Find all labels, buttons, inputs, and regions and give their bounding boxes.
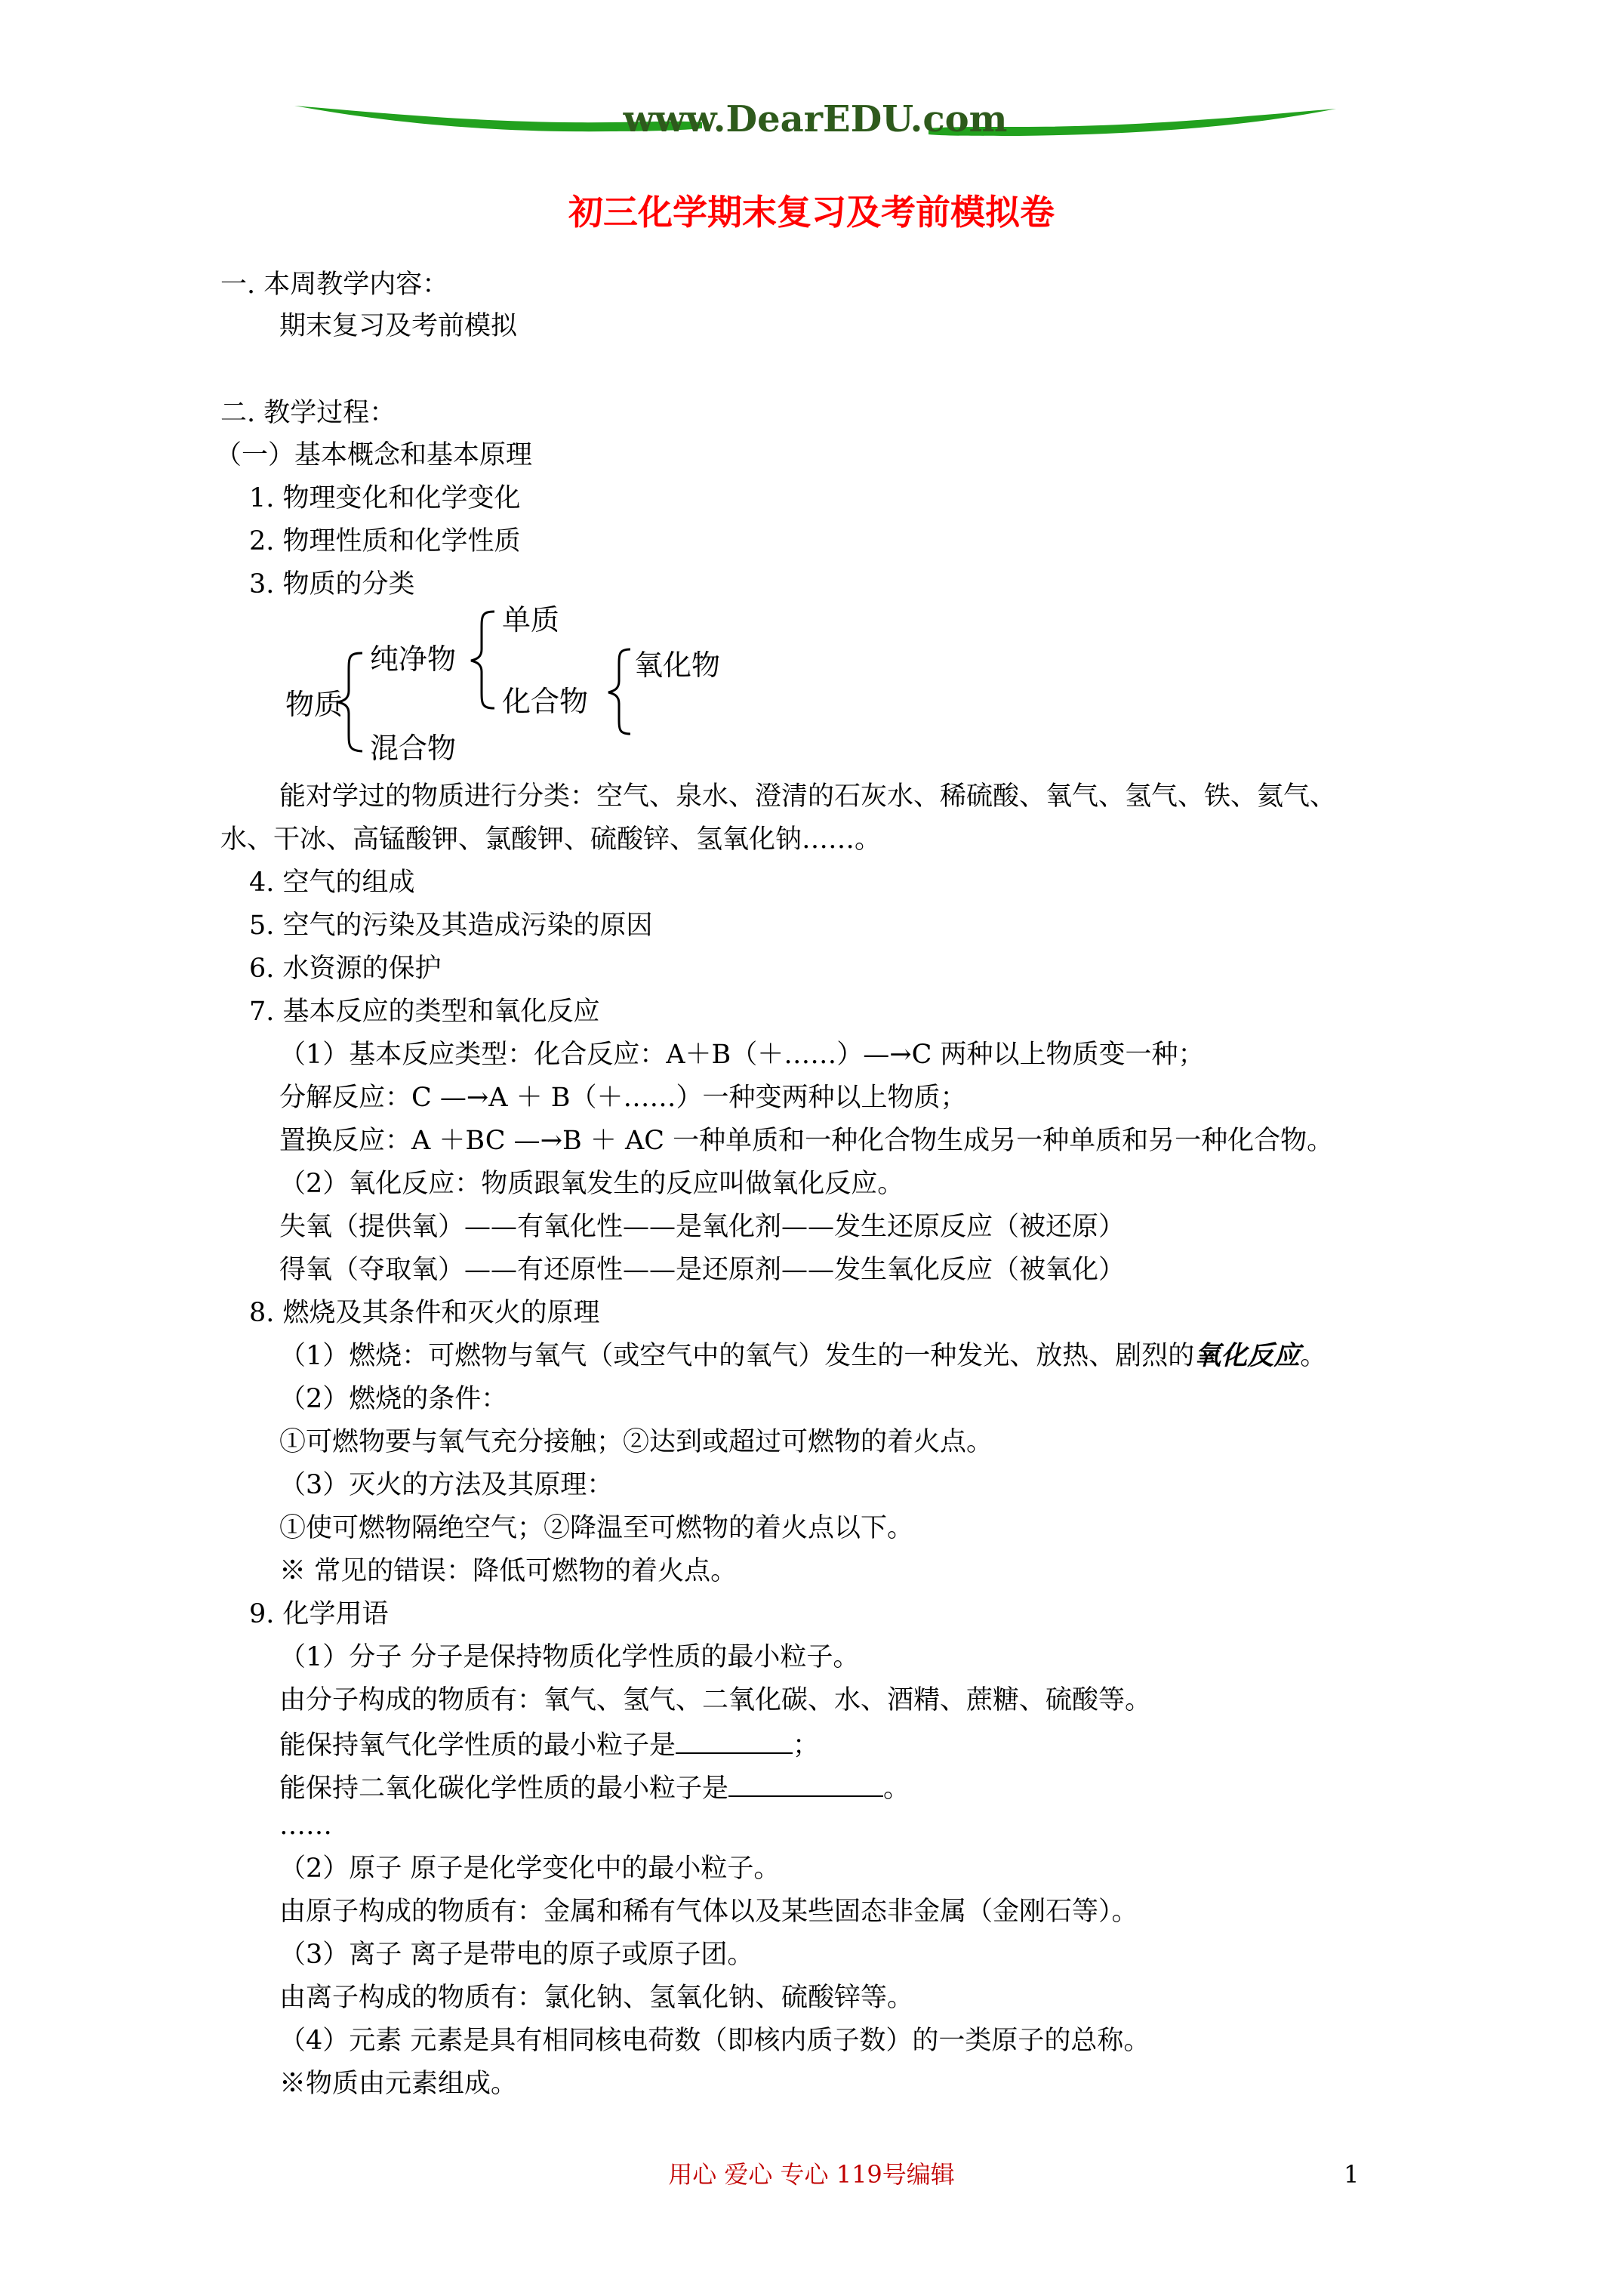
atom-line-2: 由原子构成的物质有：金属和稀有气体以及某些固态非金属（金刚石等）。 bbox=[279, 1897, 1138, 1927]
ion-line-2: 由离子构成的物质有：氯化钠、氢氧化钠、硫酸锌等。 bbox=[279, 1983, 914, 2013]
molecule-line-4-end: 。 bbox=[883, 1774, 910, 1804]
combustion-line-1-text: （1）燃烧：可燃物与氧气（或空气中的氧气）发生的一种发光、放热、剧烈的 bbox=[279, 1341, 1195, 1371]
combustion-line-1-end: 。 bbox=[1300, 1341, 1327, 1371]
list-item-1: 1. 物理变化和化学变化 bbox=[249, 483, 521, 513]
document-title: 初三化学期末复习及考前模拟卷 bbox=[568, 192, 1055, 233]
atom-line-1: （2）原子 原子是化学变化中的最小粒子。 bbox=[279, 1854, 781, 1884]
reaction-line-5: 失氧（提供氧）——有氧化性——是氧化剂——发生还原反应（被还原） bbox=[279, 1212, 1126, 1242]
tree-root-label: 物质 bbox=[285, 688, 343, 721]
combustion-line-2: （2）燃烧的条件： bbox=[279, 1384, 508, 1414]
reaction-line-4: （2）氧化反应：物质跟氧发生的反应叫做氧化反应。 bbox=[279, 1169, 904, 1199]
section-1-content: 期末复习及考前模拟 bbox=[279, 311, 518, 341]
brace-compound bbox=[608, 649, 630, 734]
fill-blank-1[interactable] bbox=[676, 1728, 793, 1754]
reaction-line-2: 分解反应：C —→A ＋ B（＋……）一种变两种以上物质； bbox=[279, 1083, 967, 1113]
element-line-1: （4）元素 元素是具有相同核电荷数（即核内质子数）的一类原子的总称。 bbox=[279, 2026, 1150, 2056]
tree-pure-label: 纯净物 bbox=[370, 643, 457, 676]
reaction-line-3: 置换反应：A ＋BC —→B ＋ AC 一种单质和一种化合物生成另一种单质和另一种化合物。 bbox=[279, 1126, 1334, 1156]
page-number: 1 bbox=[1344, 2160, 1360, 2189]
tree-oxide-label: 氧化物 bbox=[634, 649, 721, 682]
ion-line-1: （3）离子 离子是带电的原子或原子团。 bbox=[279, 1940, 754, 1970]
molecule-line-4 bbox=[279, 1771, 910, 1804]
logo-text: www.DearEDU.com bbox=[623, 98, 1008, 140]
classification-tree bbox=[279, 596, 770, 778]
reaction-line-6: 得氧（夺取氧）——有还原性——是还原剂——发生氧化反应（被氧化） bbox=[279, 1255, 1126, 1285]
list-item-9: 9. 化学用语 bbox=[249, 1599, 389, 1629]
tree-compound-label: 化合物 bbox=[502, 685, 589, 718]
section-2-heading: 二. 教学过程： bbox=[220, 398, 396, 428]
element-line-2: ※物质由元素组成。 bbox=[279, 2069, 518, 2099]
page-footer: 用心 爱心 专心 119号编辑 bbox=[668, 2160, 955, 2189]
tree-element-label: 单质 bbox=[502, 603, 560, 636]
part-1-heading: （一）基本概念和基本原理 bbox=[215, 440, 533, 470]
list-item-3: 3. 物质的分类 bbox=[249, 569, 415, 599]
classify-line-2: 水、干冰、高锰酸钾、氯酸钾、硫酸锌、氢氧化钠……。 bbox=[220, 824, 882, 855]
list-item-4: 4. 空气的组成 bbox=[249, 868, 415, 898]
section-1-heading: 一. 本周教学内容： bbox=[220, 270, 449, 300]
ellipsis-line: …… bbox=[279, 1811, 332, 1841]
molecule-line-4-text: 能保持二氧化碳化学性质的最小粒子是 bbox=[279, 1774, 729, 1804]
molecule-line-3-text: 能保持氧气化学性质的最小粒子是 bbox=[279, 1730, 676, 1761]
oxidation-emphasis: 氧化反应 bbox=[1194, 1340, 1301, 1371]
combustion-line-4: （3）灭火的方法及其原理： bbox=[279, 1470, 614, 1500]
tree-mixture-label: 混合物 bbox=[370, 732, 457, 765]
site-logo-banner bbox=[294, 97, 1336, 157]
list-item-8: 8. 燃烧及其条件和灭火的原理 bbox=[249, 1298, 600, 1328]
classify-line-1: 能对学过的物质进行分类：空气、泉水、澄清的石灰水、稀硫酸、氧气、氢气、铁、氦气、 bbox=[279, 781, 1337, 812]
molecule-line-2: 由分子构成的物质有：氧气、氢气、二氧化碳、水、酒精、蔗糖、硫酸等。 bbox=[279, 1685, 1152, 1715]
list-item-7: 7. 基本反应的类型和氧化反应 bbox=[249, 997, 600, 1027]
combustion-line-6: ※ 常见的错误：降低可燃物的着火点。 bbox=[279, 1556, 738, 1586]
molecule-line-1: （1）分子 分子是保持物质化学性质的最小粒子。 bbox=[279, 1642, 860, 1672]
reaction-line-1: （1）基本反应类型：化合反应：A＋B（＋……）—→C 两种以上物质变一种； bbox=[279, 1040, 1205, 1070]
list-item-5: 5. 空气的污染及其造成污染的原因 bbox=[249, 911, 653, 941]
list-item-2: 2. 物理性质和化学性质 bbox=[249, 526, 521, 556]
fill-blank-2[interactable] bbox=[728, 1771, 883, 1797]
list-item-6: 6. 水资源的保护 bbox=[249, 954, 442, 984]
brace-pure bbox=[471, 612, 494, 708]
molecule-line-3 bbox=[279, 1728, 819, 1761]
molecule-line-3-end: ； bbox=[793, 1730, 820, 1761]
combustion-line-1 bbox=[279, 1341, 1326, 1371]
combustion-line-3: ①可燃物要与氧气充分接触；②达到或超过可燃物的着火点。 bbox=[279, 1427, 993, 1457]
combustion-line-5: ①使可燃物隔绝空气；②降温至可燃物的着火点以下。 bbox=[279, 1513, 914, 1543]
